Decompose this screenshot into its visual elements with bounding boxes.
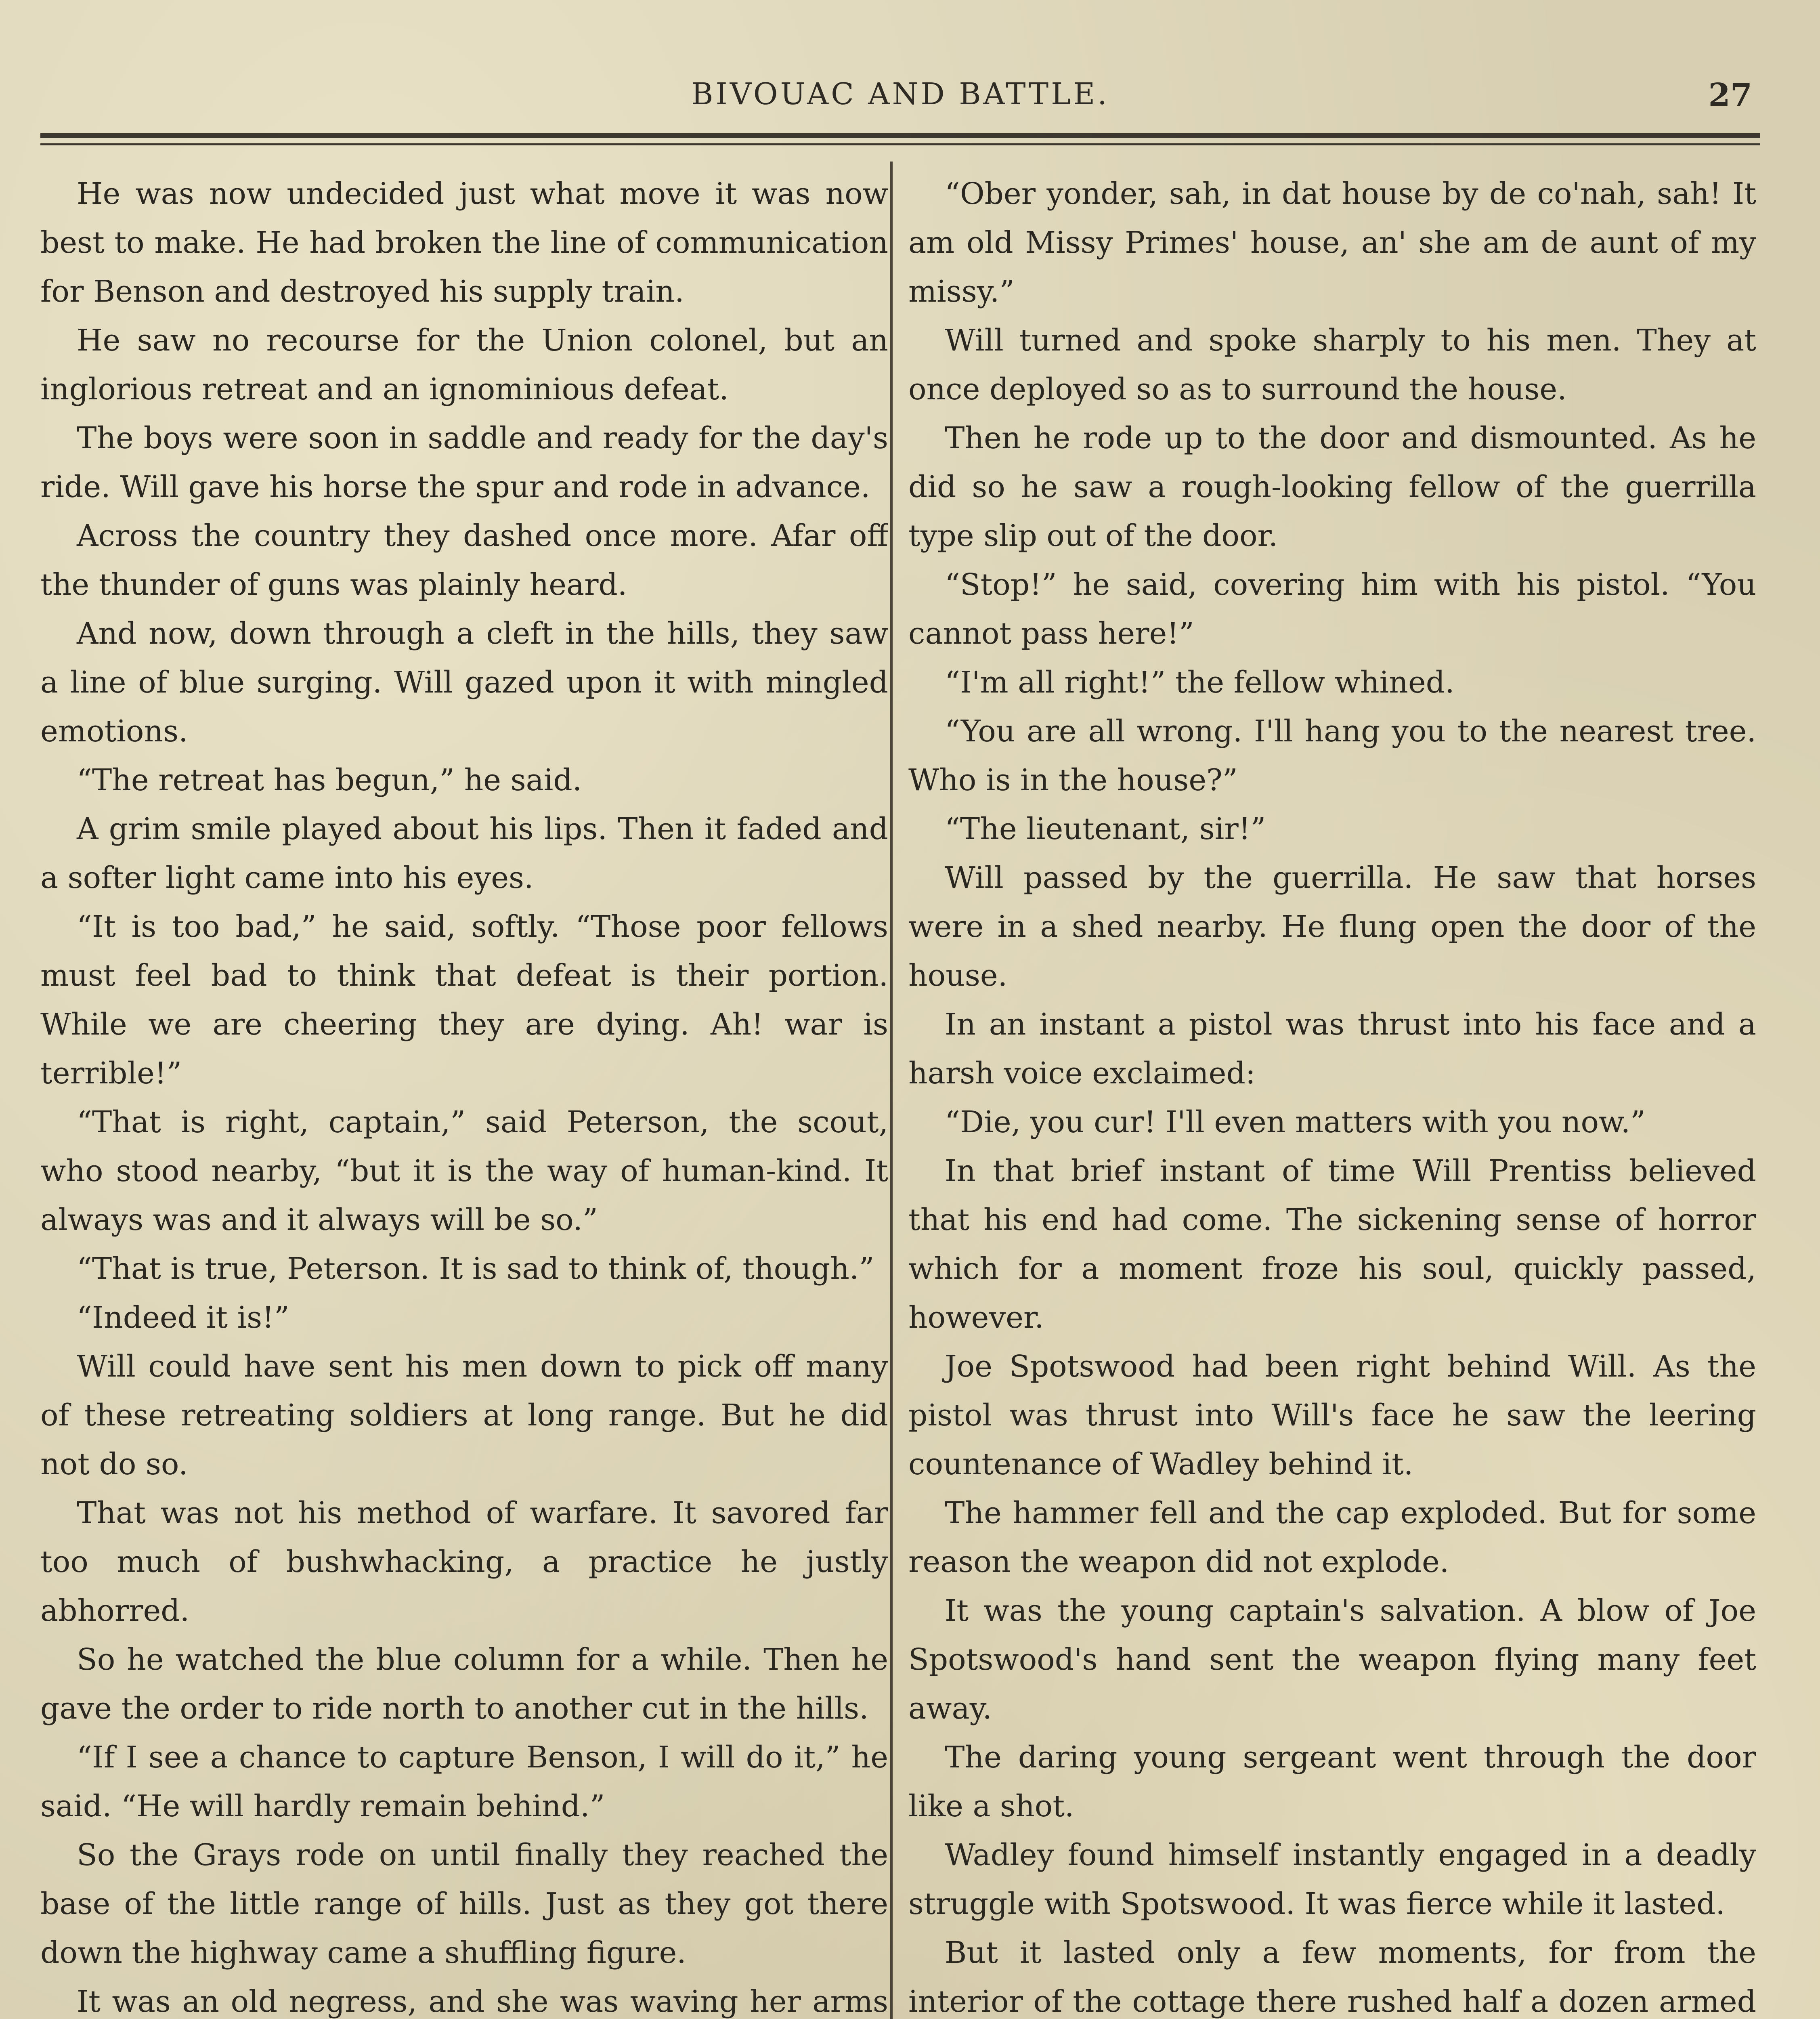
paragraph: Wadley found himself instantly engaged in a deadly struggle with Spotswood. It was fierce while it lasted. <box>908 1838 1756 1921</box>
right-column <box>908 170 1756 2019</box>
paragraph: And now, down through a cleft in the hills, they saw a line of blue surging. Will gazed upon it with mingled emotions. <box>40 616 888 749</box>
paragraph: In an instant a pistol was thrust into his face and a harsh voice exclaimed: <box>908 1007 1756 1091</box>
paragraph: The hammer fell and the cap exploded. But for some reason the weapon did not explode. <box>908 1496 1756 1579</box>
paragraph: In that brief instant of time Will Prentiss believed that his end had come. The sickening sense of horror which for a moment froze his soul, quickly passed, however. <box>908 1154 1756 1335</box>
paragraph: It was an old negress, and she was waving her arms <box>77 1984 888 2019</box>
paragraph: Will passed by the guerrilla. He saw that horses were in a shed nearby. He flung open the door of the house. <box>908 860 1756 993</box>
paragraph: The boys were soon in saddle and ready for the day's ride. Will gave his horse the spur and rode in advance. <box>40 421 888 504</box>
paragraph: Will could have sent his men down to pick off many of these retreating soldiers at long range. But he did not do so. <box>40 1349 888 1482</box>
paragraph: Will turned and spoke sharply to his men. They at once deployed so as to surround the house. <box>908 323 1756 407</box>
left-column <box>40 170 888 2019</box>
paragraph: So he watched the blue column for a while. Then he gave the order to ride north to another cut in the hills. <box>40 1642 888 1726</box>
header-rule-thin <box>40 143 1760 145</box>
paragraph: Joe Spotswood had been right behind Will. As the pistol was thrust into Will's face he saw the leering countenance of Wadley behind it. <box>908 1349 1756 1482</box>
paragraph: “Stop!” he said, covering him with his pistol. “You cannot pass here!” <box>908 567 1756 651</box>
paragraph: “Ober yonder, sah, in dat house by de co'nah, sah! It am old Missy Primes' house, an' she am de aunt of my missy.” <box>908 176 1756 309</box>
paragraph: “Indeed it is!” <box>77 1300 289 1335</box>
paragraph: It was the young captain's salvation. A blow of Joe Spotswood's hand sent the weapon flying many feet away. <box>908 1593 1756 1726</box>
paragraph: “You are all wrong. I'll hang you to the nearest tree. Who is in the house?” <box>908 714 1756 798</box>
paragraph: “That is true, Peterson. It is sad to think of, though.” <box>77 1251 874 1286</box>
paragraph: “The lieutenant, sir!” <box>945 812 1266 846</box>
paragraph: A grim smile played about his lips. Then it faded and a softer light came into his eyes. <box>40 812 888 895</box>
paragraph: “It is too bad,” he said, softly. “Those poor fellows must feel bad to think that defeat is their portion. While we are cheering they are dying. Ah! war is terrible!” <box>40 909 888 1091</box>
column-divider <box>890 162 893 2019</box>
running-title: BIVOUAC AND BATTLE. <box>691 77 1109 111</box>
header-rule <box>40 133 1760 138</box>
paragraph: “If I see a chance to capture Benson, I will do it,” he said. “He will hardly remain behind.” <box>40 1740 888 1824</box>
paragraph: He saw no recourse for the Union colonel, but an inglorious retreat and an ignominious defeat. <box>40 323 888 407</box>
paragraph: So the Grays rode on until finally they reached the base of the little range of hills. Just as they got there down the highway came a shuffling figure. <box>40 1838 888 1970</box>
page-number: 27 <box>1708 77 1752 113</box>
paragraph: The daring young sergeant went through the door like a shot. <box>908 1740 1756 1824</box>
paragraph: “That is right, captain,” said Peterson, the scout, who stood nearby, “but it is the way of human-kind. It always was and it always will be so.” <box>40 1105 888 1237</box>
paragraph: Across the country they dashed once more. Afar off the thunder of guns was plainly heard. <box>40 518 888 602</box>
paragraph: He was now undecided just what move it was now best to make. He had broken the line of communication for Benson and destroyed his supply train. <box>40 176 888 309</box>
paragraph: But it lasted only a few moments, for from the interior of the cottage there rushed half a dozen armed <box>908 1935 1756 2019</box>
paragraph: “I'm all right!” the fellow whined. <box>945 665 1455 700</box>
paragraph: “Die, you cur! I'll even matters with you now.” <box>945 1105 1646 1140</box>
paragraph: That was not his method of warfare. It savored far too much of bushwhacking, a practice he justly abhorred. <box>40 1496 888 1628</box>
paragraph: “The retreat has begun,” he said. <box>77 763 582 798</box>
paragraph: Then he rode up to the door and dismounted. As he did so he saw a rough-looking fellow of the guerrilla type slip out of the door. <box>908 421 1756 553</box>
page-header <box>40 77 1760 121</box>
